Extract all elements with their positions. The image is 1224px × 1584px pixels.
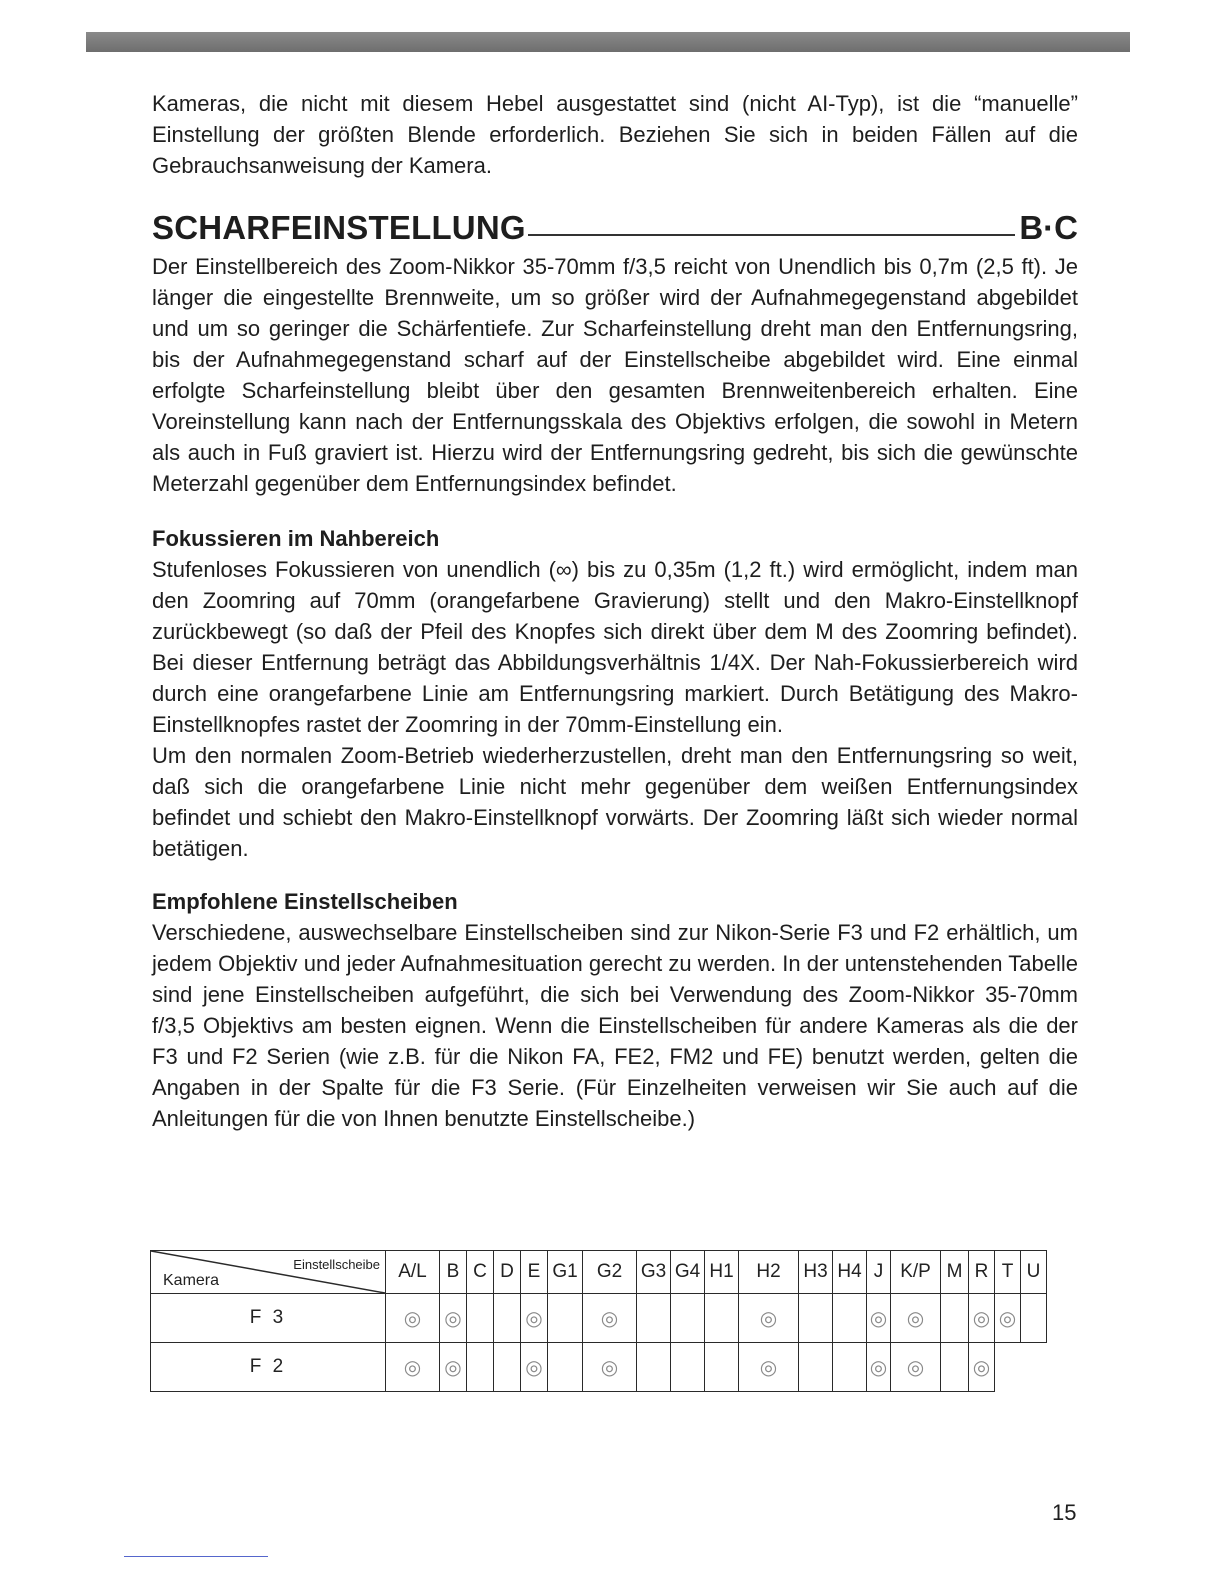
table-cell xyxy=(799,1294,833,1343)
table-cell xyxy=(548,1343,583,1392)
column-header: E xyxy=(521,1251,548,1294)
column-header: G3 xyxy=(637,1251,671,1294)
close-range-heading: Fokussieren im Nahbereich xyxy=(152,526,440,551)
recommended-mark-icon: ◎ xyxy=(869,1356,888,1379)
recommended-mark-icon: ◎ xyxy=(525,1307,543,1330)
section-title: SCHARFEINSTELLUNG xyxy=(152,209,526,246)
recommended-mark-icon: ◎ xyxy=(869,1307,888,1330)
table-cell xyxy=(467,1294,494,1343)
table-cell xyxy=(1021,1294,1047,1343)
table-cell xyxy=(494,1294,521,1343)
table-cell xyxy=(941,1343,969,1392)
recommended-cell xyxy=(739,1343,799,1392)
recommended-cell xyxy=(521,1343,548,1392)
recommended-cell xyxy=(867,1294,891,1343)
heading-rule xyxy=(528,234,1016,236)
recommended-mark-icon: ◎ xyxy=(525,1356,543,1379)
screens-paragraph: Verschiedene, auswechselbare Einstellscheiben sind zur Nikon-Serie F3 und F2 erhältlich, um jedem Objektiv und jeder Aufnahmesituation gerecht zu werden. In der untenstehenden Tabelle sind jene Einstellscheiben aufgeführt, die sich bei Verwendung des Zoom-Nikkor 35-70mm f/3,5 Objektivs am besten eignen. Wenn die Einstellscheiben für andere Kameras als die der F3 und F2 Serien (wie z.B. für die Nikon FA, FE2, FM2 und FE) benutzt werden, gelten die Angaben in der Spalte für die F3 Serie. (Für Einzelheiten verweisen wir Sie auch auf die Anleitungen für die von Ihnen benutzte Einstellscheibe.) xyxy=(152,920,1078,1131)
table-row xyxy=(151,1294,1047,1343)
recommended-mark-icon: ◎ xyxy=(972,1307,991,1330)
recommended-cell xyxy=(969,1294,995,1343)
recommended-mark-icon: ◎ xyxy=(600,1356,619,1379)
recommended-cell xyxy=(583,1343,637,1392)
recommended-mark-icon: ◎ xyxy=(759,1307,778,1330)
table-cell xyxy=(705,1343,739,1392)
column-header: G2 xyxy=(583,1251,637,1294)
table-row xyxy=(151,1343,1047,1392)
corner-label-camera: Kamera xyxy=(163,1272,220,1289)
recommended-mark-icon: ◎ xyxy=(998,1307,1017,1330)
table-cell xyxy=(637,1343,671,1392)
recommended-mark-icon: ◎ xyxy=(906,1356,925,1379)
column-header: B xyxy=(440,1251,467,1294)
recommended-mark-icon: ◎ xyxy=(600,1307,619,1330)
recommended-mark-icon: ◎ xyxy=(906,1307,925,1330)
table-cell xyxy=(494,1343,521,1392)
recommended-cell xyxy=(386,1343,440,1392)
table-cell xyxy=(799,1343,833,1392)
column-header: C xyxy=(467,1251,494,1294)
table-cell xyxy=(941,1294,969,1343)
section-reference: B·C xyxy=(1019,209,1078,246)
recommended-mark-icon: ◎ xyxy=(444,1307,462,1330)
column-header: A/L xyxy=(386,1251,440,1294)
recommended-mark-icon: ◎ xyxy=(759,1356,778,1379)
empty-cell xyxy=(995,1343,1021,1392)
column-header: G1 xyxy=(548,1251,583,1294)
page-number: 15 xyxy=(1052,1500,1077,1525)
recommended-mark-icon: ◎ xyxy=(403,1307,422,1330)
table-cell xyxy=(671,1294,705,1343)
page-content xyxy=(152,88,1078,1134)
column-header: J xyxy=(867,1251,891,1294)
table-cell xyxy=(637,1294,671,1343)
screens-heading: Empfohlene Einstellscheiben xyxy=(152,889,458,914)
focusing-screen-table xyxy=(150,1250,1047,1392)
column-header: M xyxy=(941,1251,969,1294)
table-cell xyxy=(467,1343,494,1392)
recommended-cell xyxy=(440,1343,467,1392)
table-cell xyxy=(671,1343,705,1392)
column-header: H2 xyxy=(739,1251,799,1294)
focusing-paragraph: Der Einstellbereich des Zoom-Nikkor 35-70mm f/3,5 reicht von Unendlich bis 0,7m (2,5 ft). Je länger die eingestellte Brennweite, um so größer wird der Aufnahmegegenstand abgebildet und um so geringer die Schärfentiefe. Zur Scharfeinstellung dreht man den Entfernungsring, bis der Aufnahmegegenstand scharf auf der Einstellscheibe abgebildet wird. Eine einmal erfolgte Scharfeinstellung bleibt über den gesamten Brennweitenbereich erhalten. Eine Voreinstellung kann nach der Entfernungsskala des Objektivs erfolgen, die sowohl in Metern als auch in Fuß graviert ist. Hierzu wird der Entfernungsring gedreht, bis sich die gewünschte Meterzahl gegenüber dem Entfernungsindex befindet. xyxy=(152,254,1078,496)
camera-cell: F 2 xyxy=(151,1343,386,1392)
column-header: H4 xyxy=(833,1251,867,1294)
column-header: H3 xyxy=(799,1251,833,1294)
recommended-cell xyxy=(386,1294,440,1343)
recommended-cell xyxy=(521,1294,548,1343)
column-header: K/P xyxy=(891,1251,941,1294)
corner-label-screen: Einstellscheibe xyxy=(293,1257,380,1272)
recommended-cell xyxy=(891,1294,941,1343)
recommended-cell xyxy=(969,1343,995,1392)
table-cell xyxy=(833,1343,867,1392)
recommended-mark-icon: ◎ xyxy=(444,1356,462,1379)
column-header: T xyxy=(995,1251,1021,1294)
column-header: U xyxy=(1021,1251,1047,1294)
column-header: D xyxy=(494,1251,521,1294)
camera-cell: F 3 xyxy=(151,1294,386,1343)
column-header: R xyxy=(969,1251,995,1294)
recommended-cell xyxy=(739,1294,799,1343)
column-header: G4 xyxy=(671,1251,705,1294)
recommended-mark-icon: ◎ xyxy=(972,1356,991,1379)
top-header-bar xyxy=(86,32,1130,52)
table-corner-cell xyxy=(151,1251,386,1294)
recommended-mark-icon: ◎ xyxy=(403,1356,422,1379)
intro-paragraph: Kameras, die nicht mit diesem Hebel ausgestattet sind (nicht AI-Typ), ist die “manuelle” Einstellung der größten Blende erforderlich. Beziehen Sie sich in beiden Fällen auf die Gebrauchsanweisung der Kamera. xyxy=(152,91,1078,178)
close-range-paragraph-1: Stufenloses Fokussieren von unendlich (∞) bis zu 0,35m (1,2 ft.) wird ermöglicht, indem man den Zoomring auf 70mm (orangefarbene Gravierung) stellt und den Makro-Einstellknopf zurückbewegt (so daß der Pfeil des Knopfes sich direkt über dem M des Zoomring befindet). Bei dieser Entfernung beträgt das Abbildungsverhältnis 1/4X. Der Nah-Fokussierbereich wird durch eine orangefarbene Linie am Entfernungsring markiert. Durch Betätigung des Makro-Einstellknopfes rastet der Zoomring in der 70mm-Einstellung ein. xyxy=(152,557,1078,737)
table-header-row xyxy=(151,1251,1047,1294)
recommended-cell xyxy=(867,1343,891,1392)
section-heading-row xyxy=(152,201,1078,247)
recommended-cell xyxy=(995,1294,1021,1343)
table-cell xyxy=(705,1294,739,1343)
table-cell xyxy=(833,1294,867,1343)
bottom-link-underline xyxy=(124,1556,268,1557)
table-cell xyxy=(548,1294,583,1343)
recommended-cell xyxy=(891,1343,941,1392)
recommended-cell xyxy=(440,1294,467,1343)
empty-cell xyxy=(1021,1343,1047,1392)
column-header: H1 xyxy=(705,1251,739,1294)
recommended-cell xyxy=(583,1294,637,1343)
close-range-paragraph-2: Um den normalen Zoom-Betrieb wiederherzustellen, dreht man den Entfernungsring so weit, daß sich die orangefarbene Linie nicht mehr gegenüber dem weißen Entfernungsindex befindet und schiebt den Makro-Einstellknopf vorwärts. Der Zoomring läßt sich wieder normal betätigen. xyxy=(152,743,1078,861)
